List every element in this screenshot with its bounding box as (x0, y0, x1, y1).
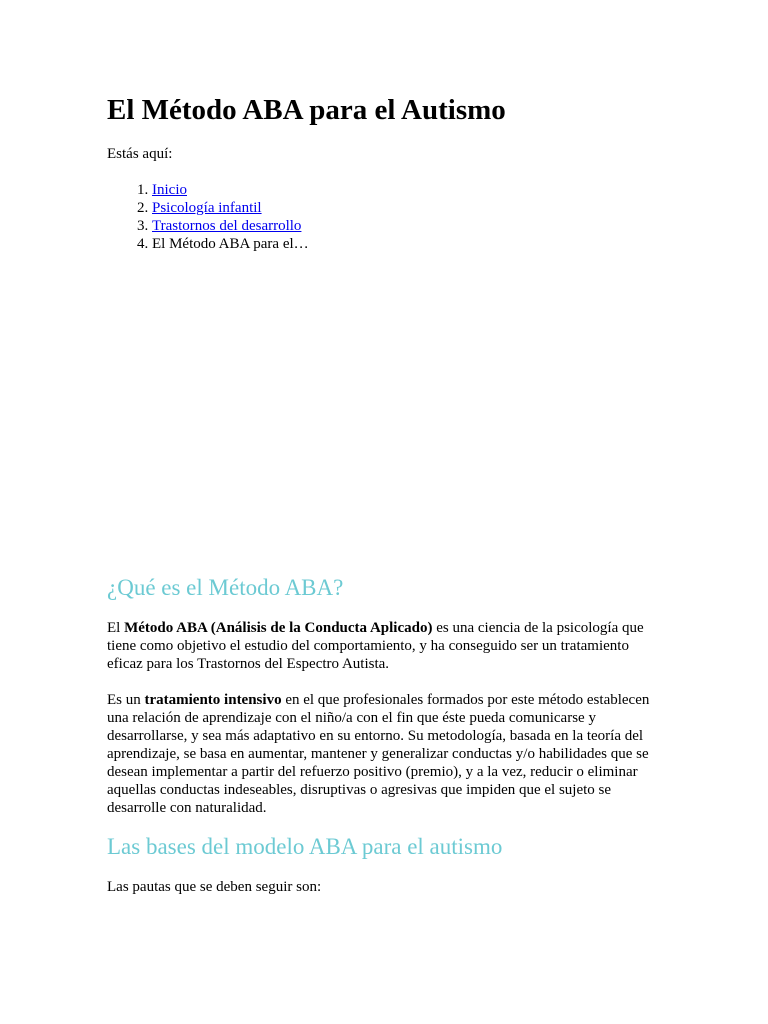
section-heading-bases-modelo: Las bases del modelo ABA para el autismo (107, 834, 503, 859)
paragraph-definition (107, 619, 667, 673)
breadcrumb-link-trastornos-del-desarrollo[interactable]: Trastornos del desarrollo (152, 218, 302, 234)
paragraph-text: El (107, 620, 125, 636)
breadcrumb-item (152, 181, 309, 199)
breadcrumb-label: Estás aquí: (107, 146, 173, 162)
paragraph-text: Es un (107, 692, 145, 708)
paragraph-bold-term: Método ABA (Análisis de la Conducta Aplicado) (124, 620, 433, 636)
paragraph-bold-term: tratamiento intensivo (144, 692, 282, 708)
section-heading-que-es-aba: ¿Qué es el Método ABA? (107, 575, 344, 600)
breadcrumb-link-inicio[interactable]: Inicio (152, 182, 187, 198)
breadcrumb-link-psicologia-infantil[interactable]: Psicología infantil (152, 200, 262, 216)
breadcrumb-item (152, 217, 309, 235)
paragraph-text: es una ciencia de la psicología que tiene como objetivo el estudio del comportamiento, y ha conseguido ser un tratamiento eficaz para los Trastornos del Espectro Autista. (107, 620, 644, 672)
page-title: El Método ABA para el Autismo (107, 94, 506, 126)
breadcrumb-current: 4. El Método ABA para el… (152, 235, 309, 253)
breadcrumb (107, 181, 309, 253)
paragraph-pautas: Las pautas que se deben seguir son: (107, 879, 322, 895)
breadcrumb-item (152, 199, 309, 217)
paragraph-text: en el que profesionales formados por este método establecen una relación de aprendizaje con el niño/a con el fin que éste pueda comunicarse y desarrollarse, y sea más adaptativo en su entorno. Su metodología, basada en la teoría del aprendizaje, se basa en aumentar, mantener y generalizar conductas y/o habilidades que se desean implementar a partir del refuerzo positivo (premio), y a la vez, reducir o eliminar aquellas conductas indeseables, disruptivas o agresivas que impiden que el sujeto se desarrolle con naturalidad. (107, 692, 650, 816)
paragraph-treatment (107, 691, 667, 817)
